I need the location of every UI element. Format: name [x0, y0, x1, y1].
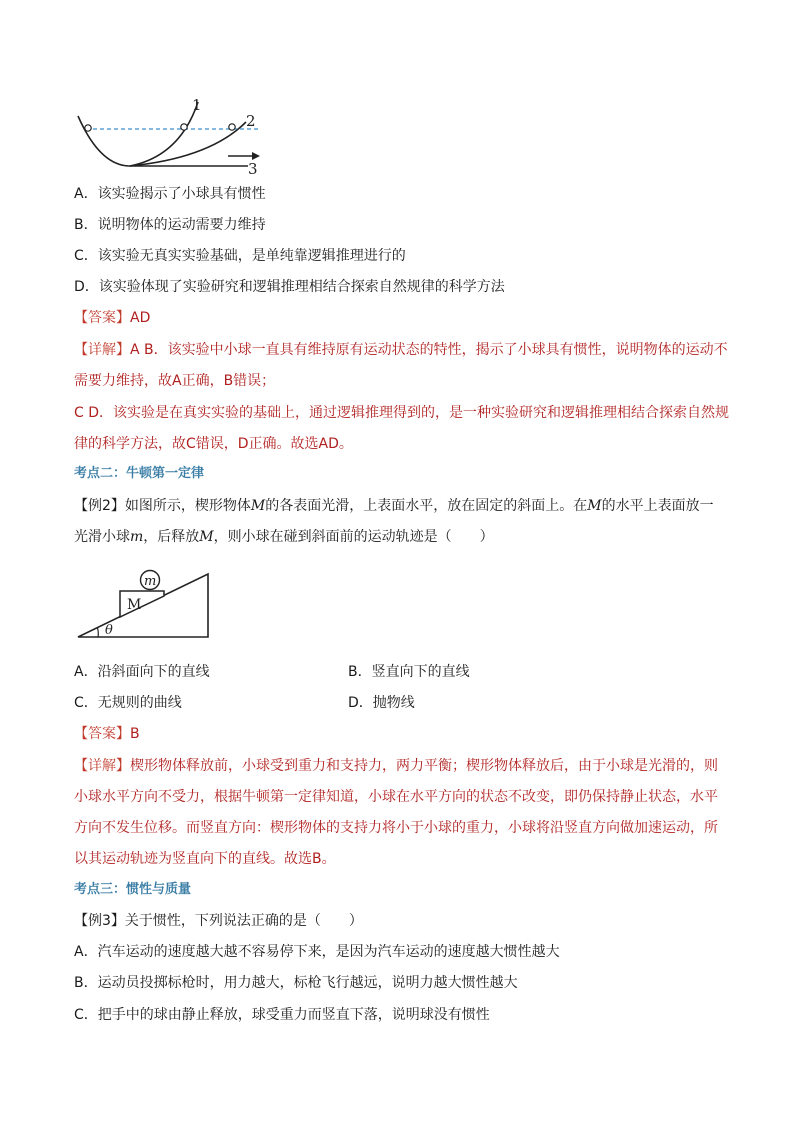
q1-detail-line-2: 需要力维持，故A正确，B错误；: [74, 373, 276, 389]
q1-option-c: C．该实验无真实实验基础，是单纯靠逻辑推理进行的: [74, 248, 406, 264]
q1-option-b: B．说明物体的运动需要力维持: [74, 217, 266, 233]
ball-2: [229, 124, 235, 130]
label-3: 3: [248, 160, 258, 178]
q2-answer: [74, 724, 724, 744]
arrow-head: [252, 152, 260, 160]
q2-stem-line-2: 光滑小球m，后释放M，则小球在碰到斜面前的运动轨迹是（ ）: [74, 529, 494, 545]
q3-stem: 【例3】关于惯性，下列说法正确的是（ ）: [74, 913, 363, 929]
angle-label: θ: [105, 623, 113, 638]
ball-1: [181, 124, 187, 130]
q3-option-a: A．汽车运动的速度越大越不容易停下来，是因为汽车运动的速度越大惯性越大: [74, 944, 560, 960]
q2-detail-line-2: 小球水平方向不受力，根据牛顿第一定律知道，小球在水平方向的状态不改变，即仍保持静止状态，水平: [74, 789, 718, 805]
answer-tag: 【答案】: [74, 310, 130, 326]
detail-tag: 【详解】: [74, 758, 130, 774]
section-2-title: 考点二：牛顿第一定律: [74, 466, 205, 481]
q1-option-d: D．该实验体现了实验研究和逻辑推理相结合探索自然规律的科学方法: [74, 279, 505, 295]
q1-detail-line-1: 【详解】A B．该实验中小球一直具有维持原有运动状态的特性，揭示了小球具有惯性，说明物体的运动不: [74, 342, 728, 358]
q1-option-a: A．该实验揭示了小球具有惯性: [74, 186, 266, 202]
q1-answer: [74, 308, 724, 328]
incline-figure: [74, 566, 216, 642]
q2-detail-line-3: 方向不发生位移。而竖直方向：楔形物体的支持力将小于小球的重力，小球将沿竖直方向做加速运动，所: [74, 820, 718, 836]
left-curve: [78, 116, 130, 166]
q2-option-a: A．沿斜面向下的直线: [74, 664, 210, 680]
answer-tag: 【答案】: [74, 726, 130, 742]
q2-detail-line-4: 以其运动轨迹为竖直向下的直线。故选B。: [74, 851, 336, 867]
answer-value: B: [130, 726, 140, 742]
q3-option-c: C．把手中的球由静止释放，球受重力而竖直下落，说明球没有惯性: [74, 1007, 490, 1023]
section-3-title: 考点三：惯性与质量: [74, 882, 192, 897]
answer-value: AD: [130, 310, 151, 326]
detail-tag: 【详解】: [74, 342, 130, 358]
block-label: M: [127, 597, 142, 613]
q1-detail-line-3: C D．该实验是在真实实验的基础上，通过逻辑推理得到的，是一种实验研究和逻辑推理相结合探索自然规: [74, 405, 730, 421]
label-1: 1: [192, 96, 202, 114]
ball-label: m: [144, 574, 157, 589]
q2-option-row-2: [74, 693, 724, 713]
q2-option-c: C．无规则的曲线: [74, 695, 182, 711]
track-figure: [70, 96, 270, 178]
q3-option-b: B．运动员投掷标枪时，用力越大，标枪飞行越远，说明力越大惯性越大: [74, 975, 518, 991]
q2-stem-line-1: 【例2】如图所示，楔形物体M的各表面光滑，上表面水平，放在固定的斜面上。在M的水平上表面放一: [74, 498, 714, 514]
q2-detail-line-1: 【详解】楔形物体释放前，小球受到重力和支持力，两力平衡；楔形物体释放后，由于小球是光滑的，则: [74, 758, 718, 774]
q2-option-b: B．竖直向下的直线: [348, 664, 470, 680]
track-1: [130, 102, 198, 166]
q2-option-row-1: [74, 662, 724, 682]
label-2: 2: [246, 112, 256, 130]
q2-option-d: D．抛物线: [348, 695, 415, 711]
ball-left: [85, 125, 91, 131]
q1-detail-line-4: 律的科学方法，故C错误，D正确。故选AD。: [74, 436, 353, 452]
angle-arc: [98, 628, 99, 637]
